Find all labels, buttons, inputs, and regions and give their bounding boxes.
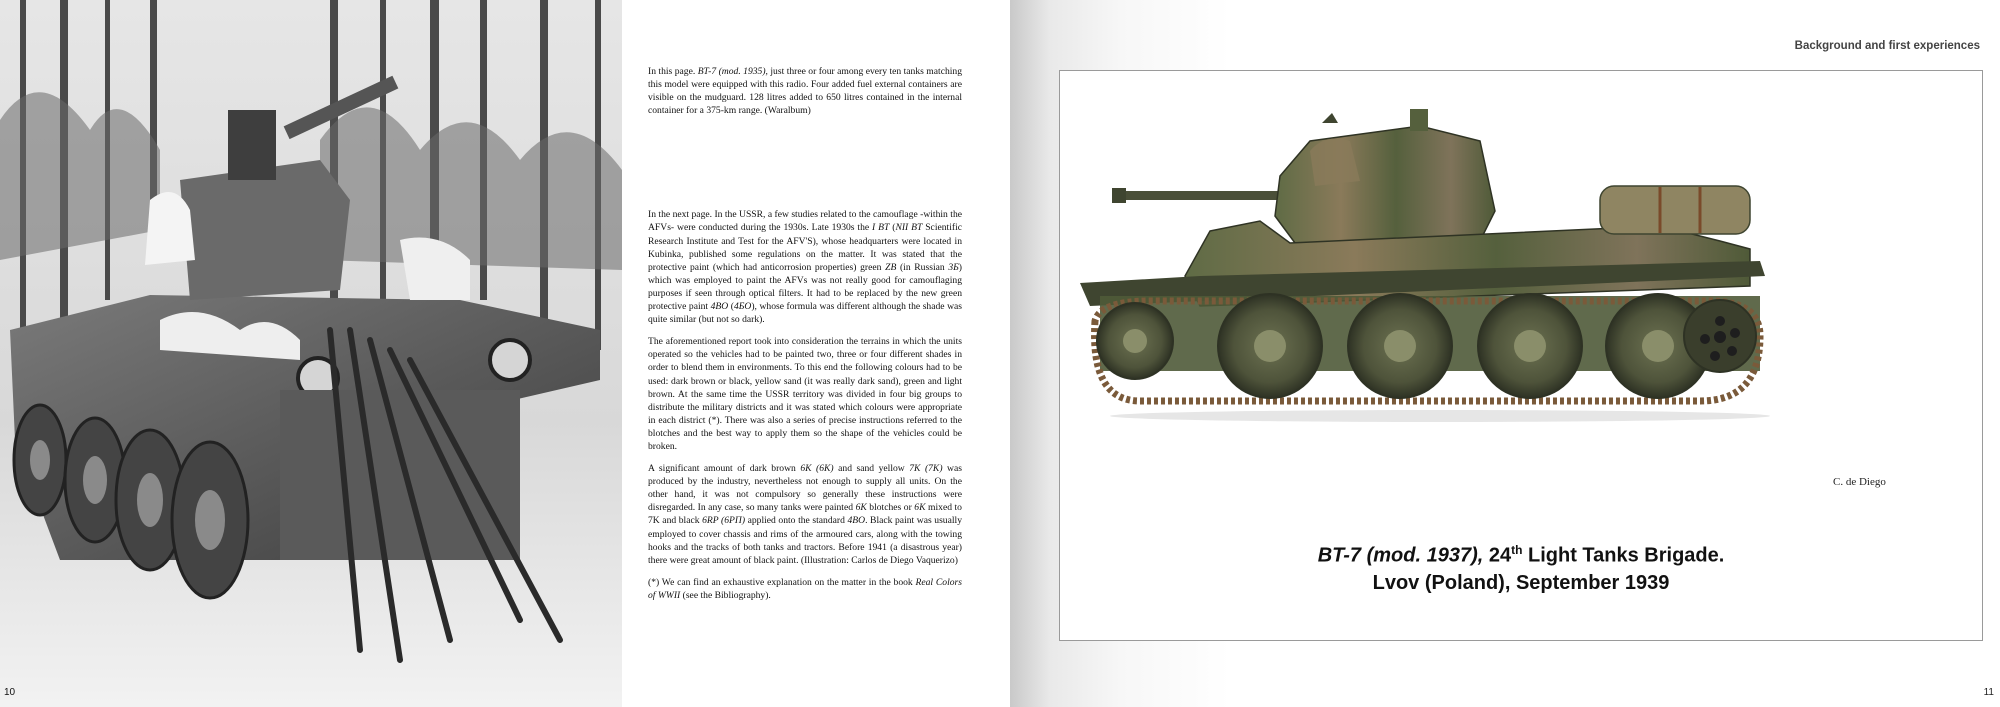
plate-caption-line2: Lvov (Poland), September 1939 (1372, 571, 1670, 594)
caption-next-page-p3: A significant amount of dark brown 6K (6K) and sand yellow 7K (7K) was produced by the industry, nevertheless not enough to supply all units. On the other hand, it was not compulsory so generally these instructions were disregarded. In any case, so many tanks were painted 6K blotches or 6K mixed to 7K and black 6RP (6PП) applied onto the standard 4BO. Black paint was usually employed to cover chassis and rims of the armoured cars, along with the towing hooks and the tracks of both tanks and tractors. Before 1941 (a disastrous year) there were great amount of black paint. (Illustration: Carlos de Diego Vaquerizo) (648, 463, 962, 566)
plate-caption-line1: BT-7 (mod. 1937), 24th Light Tanks Brigade. (1317, 543, 1725, 567)
caption-next-page-p2: The aforementioned report took into consideration the terrains in which the units operated so the vehicles had to be painted two, three or four different shades in order to blend them in environments. To this end the following colours had to be used: dark brown or black, yellow sand (it was really dark sand), green and light brown. At the same time the USSR territory was divided in four big groups to distribute the military districts and it was stated which colours were appropriate in each district (*). There was also a series of precise instructions referred to the blotches and the best way to apply them so the shape of the vehicles could be broken. (648, 336, 962, 452)
right-page (1010, 0, 2000, 707)
page-number-left: 10 (4, 687, 16, 698)
caption-footnote: (*) We can find an exhaustive explanation on the matter in the book Real Colors of WWII (see the Bibliography). (648, 576, 963, 601)
caption-column (648, 65, 962, 611)
page-number-right: 11 (1983, 687, 1994, 698)
illustration-plate (1059, 70, 1983, 641)
caption-next-page-p1: In the next page. In the USSR, a few studies related to the camouflage -within the AFVs- were conducted during the 1930s. Late 1930s the I BT (NII BT Scientific Research Institute and Test for the AFV'S), whose headquarters were located in Kubinka, published some regulations on the matter. It was stated that the protective paint (which had anticorrosion properties) green ZB (in Russian 3Б) which was employed to paint the AFVs was not really good for camouflaging purposes if seen through optical filters. It had to be replaced by the new green protective paint 4BO (4БО), whose formula was different although the shade was quite similar (but not so dark). (648, 209, 963, 326)
tank-photo (0, 0, 622, 707)
artist-signature: C. de Diego (1833, 476, 1886, 488)
plate-caption (1060, 537, 1982, 597)
caption-this-page: In this page. BT-7 (mod. 1935), just three or four among every ten tanks matching this model were equipped with this radio. Four added fuel external containers are visible on the mudguard. 128 litres added to 650 litres contained in the internal container for a 375-km range. (Waralbum) (648, 66, 963, 117)
section-title: Background and first experiences (1794, 40, 1980, 52)
